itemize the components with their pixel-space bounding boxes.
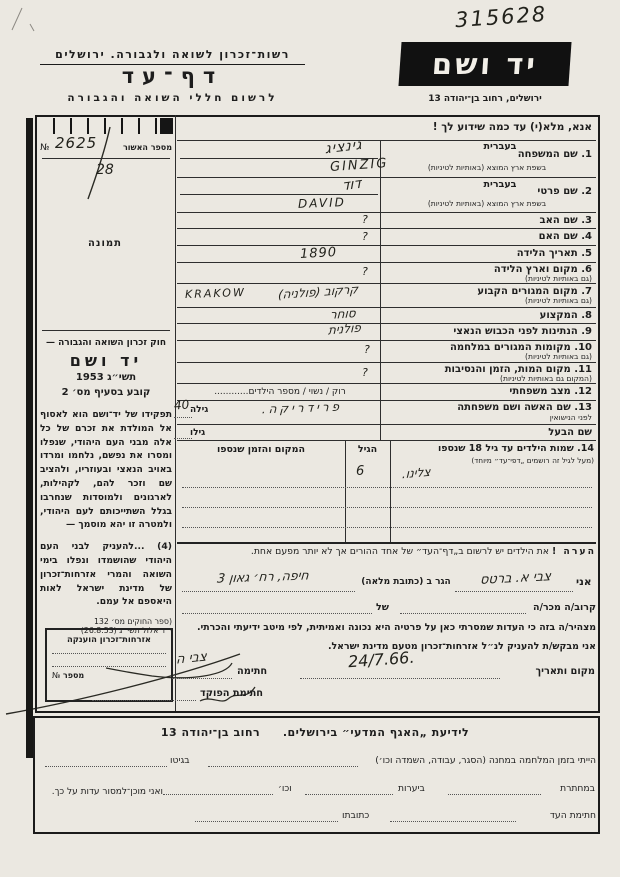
ghetto-blank-line xyxy=(45,766,167,767)
children-row-line-2 xyxy=(182,507,592,508)
rule-f4-bottom xyxy=(177,245,596,246)
rule-f2-bottom xyxy=(177,212,596,213)
forests-blank-line xyxy=(305,794,393,795)
scientific-branch-title xyxy=(40,726,590,739)
willing-to-testify-text: ואני מוכן־למסור עדות על כך. xyxy=(51,787,163,797)
left-column-divider xyxy=(175,115,176,711)
handwritten-declarant-name: צבי א. ברטס xyxy=(479,569,552,588)
declarant-address-line xyxy=(182,591,355,592)
rule-f14-bottom xyxy=(177,542,596,544)
yad-vashem-logo: יד ושם xyxy=(398,42,571,86)
law-source-2: י״ד אלול תשי״ג (26.8.53) xyxy=(80,626,172,636)
handwritten-birth-date: 1890 xyxy=(299,245,338,262)
citizenship-request: אני מבקש/ת להעניק לנ״ל אזרחות־זכרון מטעם מדינת ישראל. xyxy=(327,641,596,652)
handwritten-child-age: 6 xyxy=(356,464,365,479)
husband-age-label: גילו xyxy=(190,428,206,438)
of-label: של xyxy=(376,602,389,613)
etc-blank-line xyxy=(163,794,273,795)
law-line-1: חוק זכרון השואה והגבורה — xyxy=(45,338,167,348)
rule-f1-bottom xyxy=(177,177,596,178)
rule-f12-bottom xyxy=(177,400,596,401)
etc-label: וכו׳ xyxy=(278,783,292,794)
relative-line xyxy=(400,613,526,614)
photo-placeholder-label: תמונה xyxy=(88,238,122,249)
declaration-statement: מצהיר/ה בזה כי העדות שמסרתי כאן על פרטיה היא נכונה ואמיתית, לפי מיטב ידיעתי והכרתי. xyxy=(196,622,596,633)
wartime-camp-label: הייתי בזמן המלחמה במחנה (הסגר, עבודה, השמדה וכו׳) xyxy=(375,755,596,766)
tick-end-block xyxy=(160,118,173,134)
field14-place-column-header: המקום והזמן שנספו xyxy=(216,444,306,455)
underground-blank-line xyxy=(448,794,541,795)
field5-label: 5. תאריך הלידה xyxy=(516,248,592,259)
relative-label: קרוב/ה מכר/ה xyxy=(532,602,596,613)
clerk-signature-label: חתימת הפוקד xyxy=(200,688,264,699)
rule-f11-bottom xyxy=(177,383,596,384)
field10-sublabel: (גם באותיות לטיניות) xyxy=(525,352,592,361)
field14-age-column-header: הגיל xyxy=(357,444,378,455)
stamp-no-symbol: № xyxy=(52,671,61,680)
field6-label: 6. מקום וארץ הלידה xyxy=(493,264,592,275)
field11-sublabel: (המקום גם באותיות לטיניות) xyxy=(500,374,592,383)
field12-label: 12. מצב משפחתי xyxy=(509,386,592,397)
logo-address: ירושלים, רחוב בן־יהודה 13 xyxy=(428,94,542,104)
handwritten-signature: צבי ה xyxy=(175,649,207,668)
field4-label: 4. שם האם xyxy=(538,231,592,242)
place-and-date-label: מקום ותאריך xyxy=(535,666,595,677)
scientific-branch-title-address: רחוב בן־יהודה 13 xyxy=(160,726,261,739)
witness-address-label: כתובתו xyxy=(342,810,370,821)
handwritten-father-name: ? xyxy=(362,213,368,226)
law-paragraph-1: תפקידו של יד־ושם הוא לאסוף אל המולדת את זכרם של כל אלה מבני העם היהודי, שנפלו ומסרו את נפשם, נלחמו ומרדו באויב הנאצי ובעוזריו, ולהציב שם וזכר להם, לקהילות, לארגונים ולמוסדות שנחרבו בגלל השתייכותם לעם היהודי, ולמטרה זו יהא מוסמך — xyxy=(40,409,172,531)
scan-corner-marks xyxy=(12,8,34,31)
approval-number-label: מספר האשור xyxy=(122,143,172,152)
rule-f5-bottom xyxy=(177,262,596,263)
handwritten-mother-name: ? xyxy=(362,230,368,243)
handwritten-wartime-places: ? xyxy=(364,343,370,356)
stamp-dotted-line-2 xyxy=(52,666,166,667)
forests-label: ביערות xyxy=(398,783,425,794)
handwritten-citizenship: פולנית xyxy=(327,320,362,338)
camp-blank-line xyxy=(208,766,358,767)
witness-signature-line xyxy=(390,821,516,822)
rule-f3-bottom xyxy=(177,228,596,229)
authority-header: רשות־זכרון לשואה ולגבורה. ירושלים xyxy=(40,48,305,65)
scan-edge-artifact xyxy=(26,118,33,758)
rule-f7-bottom xyxy=(177,307,596,308)
form-subtitle: לרשום חללי השואה והגבורה xyxy=(67,92,278,104)
rule-f13-bottom xyxy=(177,424,596,425)
handwritten-serial-number: 315628 xyxy=(454,1,548,33)
fill-in-instruction: אנא, מלא(י) עד כמה שידוע לך ! xyxy=(432,121,592,133)
field12-options: רוק / נשוי / מספר הילדים............ xyxy=(214,387,346,397)
field9-label: 9. הנתינות לפני הכבוש הנאצי xyxy=(453,326,592,337)
field10-label: 10. מקומות המגורים במלחמה xyxy=(450,342,592,353)
scientific-branch-title-main: לידיעת „האגף המדעי״ בירושלים. xyxy=(282,726,470,739)
handwritten-wife-age: 40 xyxy=(173,397,190,413)
handwritten-declarant-address: חיפה, רח׳ גאון 3 xyxy=(216,567,310,586)
resides-at-label: הגר ב (כתובת מלאה) xyxy=(361,577,451,587)
wife-age-label: גילה xyxy=(190,405,209,415)
field2-label: 2. שם פרטי xyxy=(537,186,592,197)
handwritten-firstname-latin: DAVID xyxy=(297,195,347,211)
signature-line xyxy=(172,678,232,679)
ruler-ticks xyxy=(38,118,160,134)
label-column-divider xyxy=(380,140,381,440)
stamp-granted-label: אזרחות־זכרון הוענקה xyxy=(66,634,152,644)
law-source-1: (ספר החוקים מס׳ 132 xyxy=(93,617,172,627)
field8-label: 8. המקצוע xyxy=(539,310,592,321)
field1-hebrew-label: בעברית xyxy=(483,141,517,152)
field11-label: 11. מקום המות, הזמן והנסיבות xyxy=(444,364,592,375)
handwritten-residence-latin: KRAKOW xyxy=(184,285,247,302)
handwritten-wife-name: פרידריקה. xyxy=(261,399,343,417)
underground-label: במחתרת xyxy=(560,783,595,794)
clerk-signature-line xyxy=(92,700,196,701)
handwritten-child-name: צלינו. xyxy=(401,464,431,482)
handwritten-birth-place: ? xyxy=(362,265,368,278)
field3-label: 3. שם האב xyxy=(539,215,592,226)
field2-sublabel: בשפת ארץ המוצא (באותיות לטיניות) xyxy=(427,199,547,208)
field14-sublabel: (מעל לגיל זה רושמים „דפי־עד״ מיוחד) xyxy=(471,456,594,465)
rule-f10-bottom xyxy=(177,362,596,363)
handwritten-surname-latin: GINZIG xyxy=(329,155,389,176)
place-date-line xyxy=(300,678,500,679)
handwritten-death-place: ? xyxy=(362,366,368,379)
handwritten-profession: סוחר xyxy=(329,306,357,322)
rule-husband-bottom xyxy=(177,440,596,441)
of-line xyxy=(182,613,372,614)
note-row xyxy=(177,546,596,557)
approval-writing-line xyxy=(42,158,170,159)
husband-age-dotted-line xyxy=(174,438,192,439)
signature-label: חתימה xyxy=(237,666,268,677)
note-head: הערה ! xyxy=(551,546,596,557)
wife-age-dotted-line xyxy=(174,417,192,418)
children-row-line-1 xyxy=(182,487,592,488)
ghetto-label: בגיטו xyxy=(170,755,190,766)
children-row-line-3 xyxy=(182,527,592,528)
writing-line-f2-hebrew xyxy=(180,194,378,195)
declarant-i-label: אני xyxy=(576,576,592,588)
stamp-number-label: מספר xyxy=(62,671,85,680)
handwritten-approval-number: 2625 xyxy=(55,134,98,152)
field1-label: 1. שם המשפחה xyxy=(517,149,592,160)
stamp-dotted-line-1 xyxy=(52,653,166,654)
handwritten-surname-hebrew: גינציג xyxy=(324,136,363,158)
law-section: קובע בסעיף מס׳ 2 xyxy=(61,387,151,398)
law-year: תשי״ג 1953 xyxy=(75,372,137,383)
approval-no-symbol: № xyxy=(40,143,50,153)
field7-label: 7. מקום המגורים הקבוע xyxy=(477,286,592,297)
rule-f8-bottom xyxy=(177,323,596,324)
law-text-block xyxy=(40,338,172,635)
witness-signature-label: חתימת העד xyxy=(549,810,596,821)
field6-sublabel: (גם באותיות לטיניות) xyxy=(525,274,592,283)
husband-name-label: שם הבעל xyxy=(548,427,592,438)
form-title: דף־עד xyxy=(121,64,224,88)
rule-f9-bottom xyxy=(177,340,596,341)
field1-sublabel: בשפת ארץ המוצא (באותיות לטיניות) xyxy=(427,163,547,172)
field13-sublabel: לפני הנישואין xyxy=(549,413,592,422)
field2-hebrew-label: בעברית xyxy=(483,179,517,190)
witness-address-line xyxy=(195,821,338,822)
handwritten-firstname-hebrew: דוד xyxy=(342,175,362,195)
photo-box-bottom-line xyxy=(42,330,170,331)
citizenship-stamp-box xyxy=(45,628,173,702)
note-body: את הילדים יש לרשום ב„דף־העד״ של אחד ההורים אך לא יותר מפעם אחת. xyxy=(250,546,549,557)
handwritten-approval-number-2: 28 xyxy=(96,162,114,178)
rule-f6-bottom xyxy=(177,283,596,284)
field7-sublabel: (גם באותיות לטיניות) xyxy=(525,296,592,305)
law-title: יד ושם xyxy=(69,351,143,370)
law-paragraph-2: (4) ...להעניק לבני העם היהודי שהושמדו ונפלו בימי השואה והמרי אזרחות־זכרון של מדינת ישראל לאות היאספם אל עמם. xyxy=(40,541,172,608)
handwritten-date: 24/7.66. xyxy=(347,647,416,672)
field14-label: 14. שמות הילדים עד גיל 18 שנספו xyxy=(437,443,594,454)
declarant-name-line xyxy=(455,591,573,592)
handwritten-residence-hebrew: קרקוב (פולניה) xyxy=(277,282,359,302)
field13-label: 13. שם האשה ושם משפחתה xyxy=(457,402,592,413)
